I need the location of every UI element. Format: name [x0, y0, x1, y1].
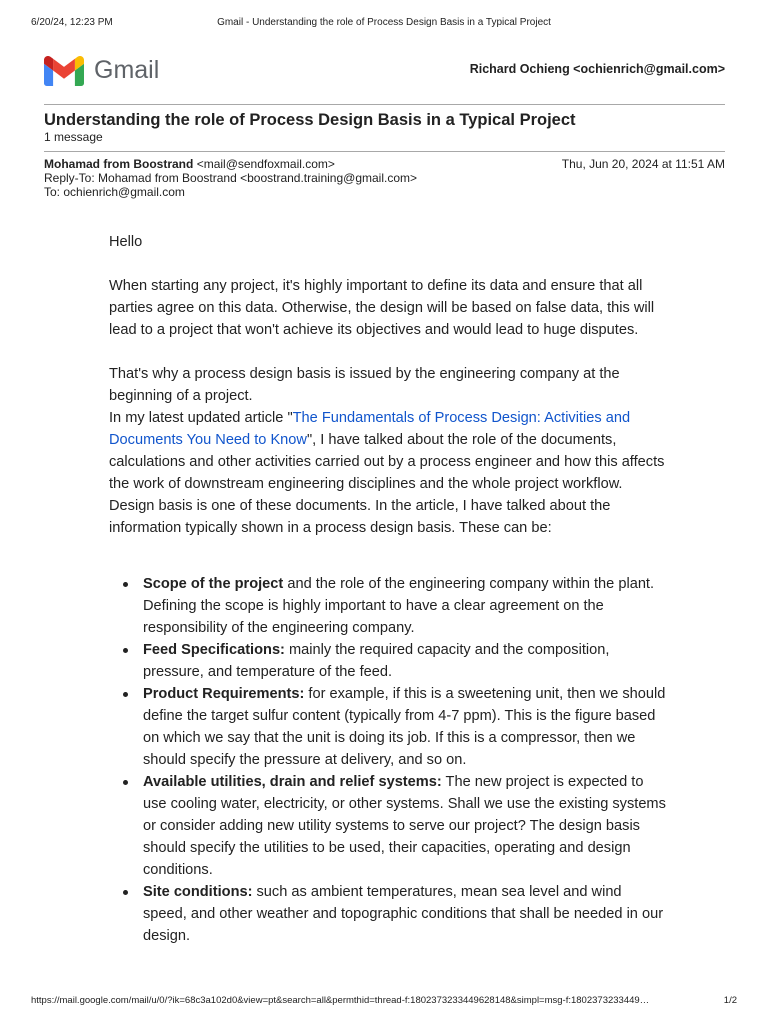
print-header [31, 17, 737, 31]
gmail-m-icon [44, 56, 84, 86]
list-item: Product Requirements: for example, if this is a sweetening unit, then we should define the target sulfur content (typically from 4-7 ppm). This is the figure based on which we say that the unit is doing its job. If this is a compressor, then we should specify the pressure at delivery, and so on. [143, 683, 669, 771]
message-count: 1 message [44, 130, 103, 144]
paragraph: Design basis is one of these documents. In the article, I have talked about the information typically shown in a process design basis. These can be: [109, 498, 611, 536]
page-number: 1/2 [723, 995, 737, 1006]
bullet-icon [123, 648, 128, 653]
bullet-icon [123, 692, 128, 697]
print-datetime: 6/20/24, 12:23 PM [31, 17, 113, 28]
list-item: Scope of the project and the role of the engineering company within the plant. Defining the scope is highly important to have a clear agreement on the responsibility of the engineering company. [143, 573, 669, 639]
paragraph: That's why a process design basis is issued by the engineering company at the beginning of a project. [109, 366, 620, 404]
paragraph: When starting any project, it's highly important to define its data and ensure that all parties agree on this data. Otherwise, the design will be based on false data, this will lead to a project that won't achieve its objectives and would lead to huge disputes. [109, 278, 655, 338]
list-item: Available utilities, drain and relief systems: The new project is expected to use cooling water, electricity, or other systems. Shall we use the existing systems or consider adding new utility systems to serve our project? The design basis should specify the utilities to be used, their capacities, operating and design conditions. [143, 771, 669, 881]
print-title: Gmail - Understanding the role of Process Design Basis in a Typical Project [217, 17, 551, 28]
sender-email: <mail@sendfoxmail.com> [196, 157, 335, 171]
divider [44, 151, 725, 152]
sender-name: Mohamad from Boostrand [44, 157, 194, 171]
design-basis-list [109, 573, 669, 947]
gmail-logo[interactable] [44, 56, 174, 86]
recipient-line: To: ochienrich@gmail.com [44, 185, 185, 199]
page-url[interactable]: https://mail.google.com/mail/u/0/?ik=68c3a102d0&view=pt&search=all&permthid=thread-f:1802373233449628148&simpl=msg-f:1802373233449… [31, 995, 650, 1006]
reply-to-line: Reply-To: Mohamad from Boostrand <boostrand.training@gmail.com> [44, 171, 418, 185]
bullet-icon [123, 780, 128, 785]
bullet-icon [123, 890, 128, 895]
paragraph-with-link: In my latest updated article "The Fundamentals of Process Design: Activities and Documents You Need to Know", I have talked about the role of the documents, calculations and other activities carried out by a process engineer and how this affects the work of downstream engineering disciplines and the whole project workflow. [109, 410, 665, 492]
list-item: Feed Specifications: mainly the required capacity and the composition, pressure, and temperature of the feed. [143, 639, 669, 683]
account-label: Richard Ochieng <ochienrich@gmail.com> [469, 62, 725, 76]
greeting: Hello [109, 234, 143, 250]
list-item: Site conditions: such as ambient temperatures, mean sea level and wind speed, and other weather and topographic conditions that shall be needed in our design. [143, 881, 669, 947]
article-link[interactable]: The Fundamentals of Process Design: Activities and Documents You Need to Know [109, 410, 631, 448]
message-date: Thu, Jun 20, 2024 at 11:51 AM [561, 157, 725, 171]
sender-line [44, 157, 417, 171]
divider [44, 104, 725, 105]
message-body [109, 231, 669, 947]
message-header [44, 157, 417, 199]
gmail-wordmark: Gmail [94, 56, 160, 84]
print-footer [31, 995, 737, 1009]
bullet-icon [123, 582, 128, 587]
thread-subject: Understanding the role of Process Design Basis in a Typical Project [44, 111, 576, 129]
